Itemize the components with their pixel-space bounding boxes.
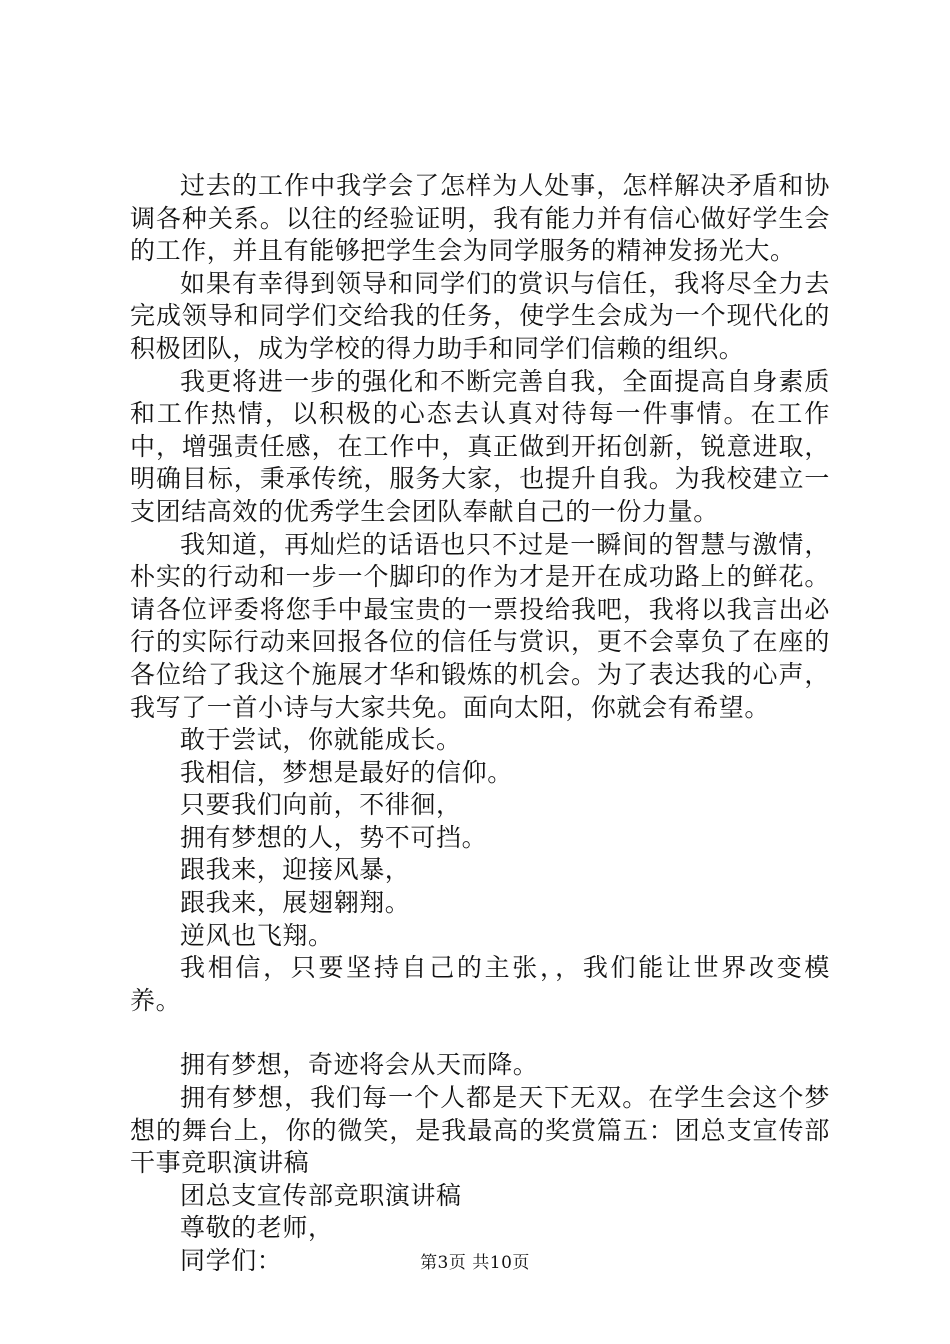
poem-line-6: 跟我来，展翅翱翔。	[180, 888, 411, 918]
document-body	[130, 170, 830, 1278]
poem-line-2: 我相信，梦想是最好的信仰。	[180, 757, 513, 787]
salutation-students: 同学们：	[180, 1246, 283, 1275]
paragraph-appeal: 我知道，再灿烂的话语也只不过是一瞬间的智慧与激情，朴实的行动和一步一个脚印的作为才是开在成功路上的鲜花。请各位评委将您手中最宝贵的一票投给我吧，我将以我言出必行的实际行动来回报各位的信任与赏识，更不会辜负了在座的各位给了我这个施展才华和锻炼的机会。为了表达我的心声，我写了一首小诗与大家共免。面向太阳，你就会有希望。	[130, 529, 830, 722]
paragraph-closing: 拥有梦想，我们每一个人都是天下无双。在学生会这个梦想的舞台上，你的微笑，是我最高的奖赏篇五：团总支宣传部干事竞职演讲稿	[130, 1083, 830, 1178]
paragraph-commitment: 如果有幸得到领导和同学们的赏识与信任，我将尽全力去完成领导和同学们交给我的任务，使学生会成为一个现代化的积极团队，成为学校的得力助手和同学们信赖的组织。	[130, 268, 830, 363]
salutation-teachers: 尊敬的老师，	[180, 1213, 334, 1243]
poem-line-8: 我相信，只要坚持自己的主张，，我们能让世界改变模养。	[130, 953, 830, 1015]
poem-line-9: 拥有梦想，奇迹将会从天而降。	[180, 1050, 539, 1080]
poem-line-7: 逆风也飞翔。	[180, 920, 334, 950]
poem-line-1: 敢于尝试，你就能成长。	[180, 725, 462, 755]
paragraph-experience: 过去的工作中我学会了怎样为人处事，怎样解决矛盾和协调各种关系。以往的经验证明，我有能力并有信心做好学生会的工作，并且有能够把学生会为同学服务的精神发扬光大。	[130, 171, 830, 266]
page-footer: 第3页 共10页	[420, 1253, 530, 1273]
poem-line-3: 只要我们向前，不徘徊，	[180, 790, 462, 820]
poem-line-4: 拥有梦想的人，势不可挡。	[180, 822, 488, 852]
paragraph-self-improvement: 我更将进一步的强化和不断完善自我，全面提高自身素质和工作热情，以积极的心态去认真对待每一件事情。在工作中，增强责任感，在工作中，真正做到开拓创新，锐意进取，明确目标，秉承传统，服务大家，也提升自我。为我校建立一支团结高效的优秀学生会团队奉献自己的一份力量。	[130, 366, 830, 526]
poem-line-5: 跟我来，迎接风暴，	[180, 855, 411, 885]
section-title: 团总支宣传部竞职演讲稿	[180, 1180, 462, 1210]
